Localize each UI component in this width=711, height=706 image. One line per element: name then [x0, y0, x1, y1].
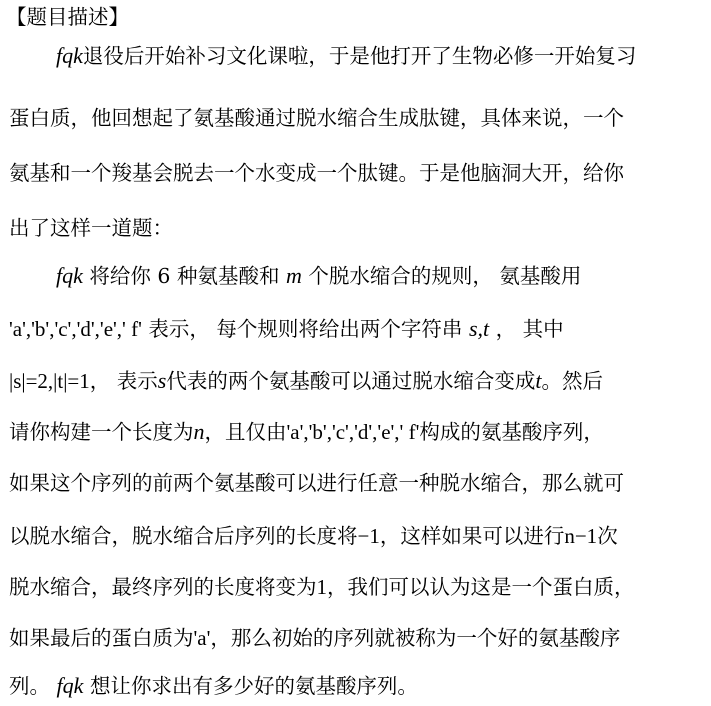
paragraph1-line2	[0, 100, 711, 136]
final-length: 1	[316, 575, 327, 599]
paragraph2-line7	[0, 569, 711, 605]
paragraph2-line3	[0, 363, 711, 399]
var-m: m	[286, 263, 302, 288]
paragraph1-line1	[0, 38, 711, 74]
line8-text3: 构成的氨基酸序列，	[419, 420, 604, 444]
line8-text2: ，且仅由	[204, 420, 287, 444]
paragraph2-line4	[0, 414, 711, 450]
line10-text2: ，这样如果可以进行	[379, 524, 565, 548]
line11-text2: ，我们可以认为这是一个蛋白质，	[327, 575, 635, 599]
line13-text2: 想让你求出有多少好的氨基酸序列。	[83, 674, 418, 698]
line5-text2: 个脱水缩合的规则， 氨基酸用	[301, 264, 582, 288]
paragraph2-line2	[0, 311, 711, 347]
n-minus-one: n−1	[564, 524, 598, 548]
length-constraint: |s|=2,|t|=1	[9, 369, 90, 393]
line12-text1: 如果最后的蛋白质为	[9, 626, 194, 650]
paragraph2-line6	[0, 518, 711, 554]
line1-text: 退役后开始补习文化课啦，于是他打开了生物必修一开始复习	[82, 44, 637, 68]
line12-text2: ，那么初始的序列就被称为一个好的氨基酸序	[210, 626, 621, 650]
paragraph1-line4	[0, 210, 711, 246]
line7-text3: 。然后	[541, 369, 603, 393]
var-t: t	[535, 368, 542, 393]
line10-text1: 以脱水缩合，脱水缩合后序列的长度将	[9, 524, 358, 548]
line6-text: 表示， 每个规则将给出两个字符串	[141, 317, 469, 341]
line11-text1: 脱水缩合，最终序列的长度将变为	[9, 575, 317, 599]
paragraph1-line3	[0, 155, 711, 191]
line4-text: 出了这样一道题：	[9, 216, 173, 240]
var-s: s	[157, 368, 167, 393]
line13-text1: 列。	[9, 674, 57, 698]
amino-acid-codes: 'a','b','c','d','e',' f'	[286, 420, 420, 444]
minus-one: −1	[357, 524, 380, 548]
section-title: 【题目描述】	[6, 5, 129, 29]
line7-text2: 代表的两个氨基酸可以通过脱水缩合变成	[166, 369, 536, 393]
line9-text: 如果这个序列的前两个氨基酸可以进行任意一种脱水缩合，那么就可	[9, 471, 624, 495]
paragraph2-line1	[0, 258, 711, 294]
line2-text: 蛋白质，他回想起了氨基酸通过脱水缩合生成肽键，具体来说，一个	[9, 106, 624, 130]
var-s-t: s,t	[468, 316, 490, 341]
var-n: n	[193, 419, 205, 444]
line8-text1: 请你构建一个长度为	[9, 420, 194, 444]
line3-text: 氨基和一个羧基会脱去一个水变成一个肽键。于是他脑洞大开，给你	[9, 161, 624, 185]
line10-text3: 次	[597, 524, 618, 548]
var-fqk: fqk	[56, 263, 83, 288]
paragraph2-line8	[0, 620, 711, 656]
paragraph2-line9	[0, 668, 711, 704]
var-fqk: fqk	[56, 43, 83, 68]
amino-acid-codes: 'a','b','c','d','e',' f'	[9, 317, 142, 341]
protein-a: 'a'	[193, 626, 211, 650]
paragraph2-line5	[0, 465, 711, 501]
var-fqk: fqk	[56, 673, 84, 698]
line6-text2: ， 其中	[489, 317, 564, 341]
line7-text1: ， 表示	[89, 369, 158, 393]
line5-text1: 将给你 6 种氨基酸和	[82, 264, 286, 288]
